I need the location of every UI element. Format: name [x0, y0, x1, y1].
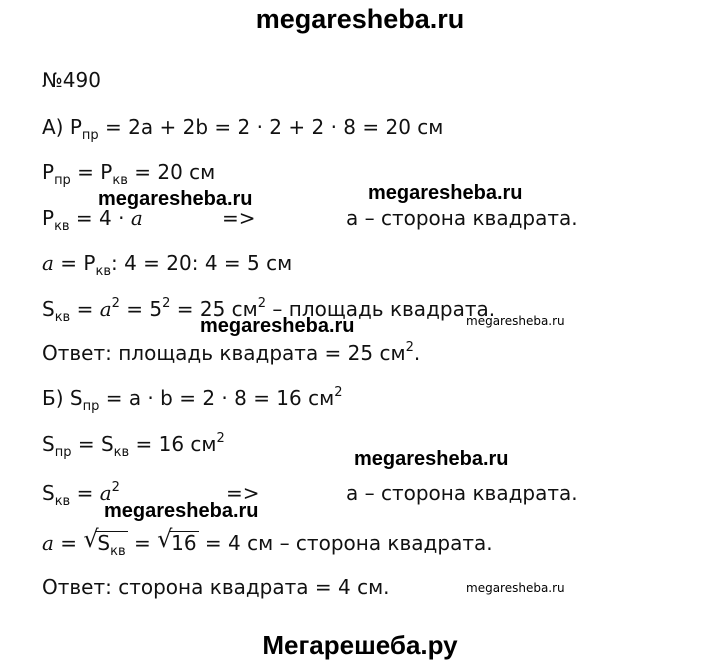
watermark-top: megaresheba.ru	[255, 4, 465, 34]
part-b-answer: Ответ: сторона квадрата = 4 см.	[42, 575, 390, 599]
part-a-line-2: $P_{пр} = P_{кв} = 20$ см	[42, 160, 216, 188]
part-a-line-4: $a = P_{кв}$: 4 = 20: 4 = 5 см	[42, 251, 293, 279]
watermark-3: megaresheba.ru	[200, 315, 355, 337]
part-a-answer: Ответ: площадь квадрата = 25 $см^2$.	[42, 340, 421, 365]
part-b-arrow-1: =>	[226, 481, 260, 505]
sqrt-16: √ 16	[157, 525, 197, 555]
part-b-line-3: $S_{кв} = a^2$	[42, 480, 120, 509]
sqrt-s-kv: √ $S_{кв}$	[83, 525, 126, 559]
watermark-small-1: megaresheba.ru	[466, 314, 565, 328]
part-a-note-1: a – сторона квадрата.	[346, 206, 578, 230]
watermark-2: megaresheba.ru	[368, 182, 523, 204]
watermark-small-2: megaresheba.ru	[466, 581, 565, 595]
watermark-bottom: Мегарешеба.ру	[262, 630, 458, 660]
part-a-line-1: А) $P_{пр} = 2a + 2b = 2 \cdot 2 + 2 \cdot 8 = 20$ см	[42, 115, 444, 143]
part-b-note-1: a – сторона квадрата.	[346, 481, 578, 505]
part-a-arrow-1: =>	[222, 206, 256, 230]
problem-number: №490	[42, 68, 101, 92]
part-a-line-3: $P_{кв} = 4 \cdot a$	[42, 206, 143, 234]
part-b-line-1: Б) $S_{пр} = a \cdot b = 2 \cdot 8 = 16$ $см^2$	[42, 385, 343, 414]
watermark-4: megaresheba.ru	[354, 448, 509, 470]
part-b-line-2: $S_{пр} = S_{кв} = 16$ $см^2$	[42, 431, 225, 460]
part-b-line-4: a = √ $S_{кв}$ = √ 16 = 4 см – сторона квадрата.	[42, 525, 493, 559]
watermark-1: megaresheba.ru	[98, 188, 253, 210]
watermark-5: megaresheba.ru	[104, 500, 259, 522]
part-a-line-5: $S_{кв} = a^2 = 5^2 = 25$ $см^2$ – площадь квадрата.	[42, 296, 496, 325]
